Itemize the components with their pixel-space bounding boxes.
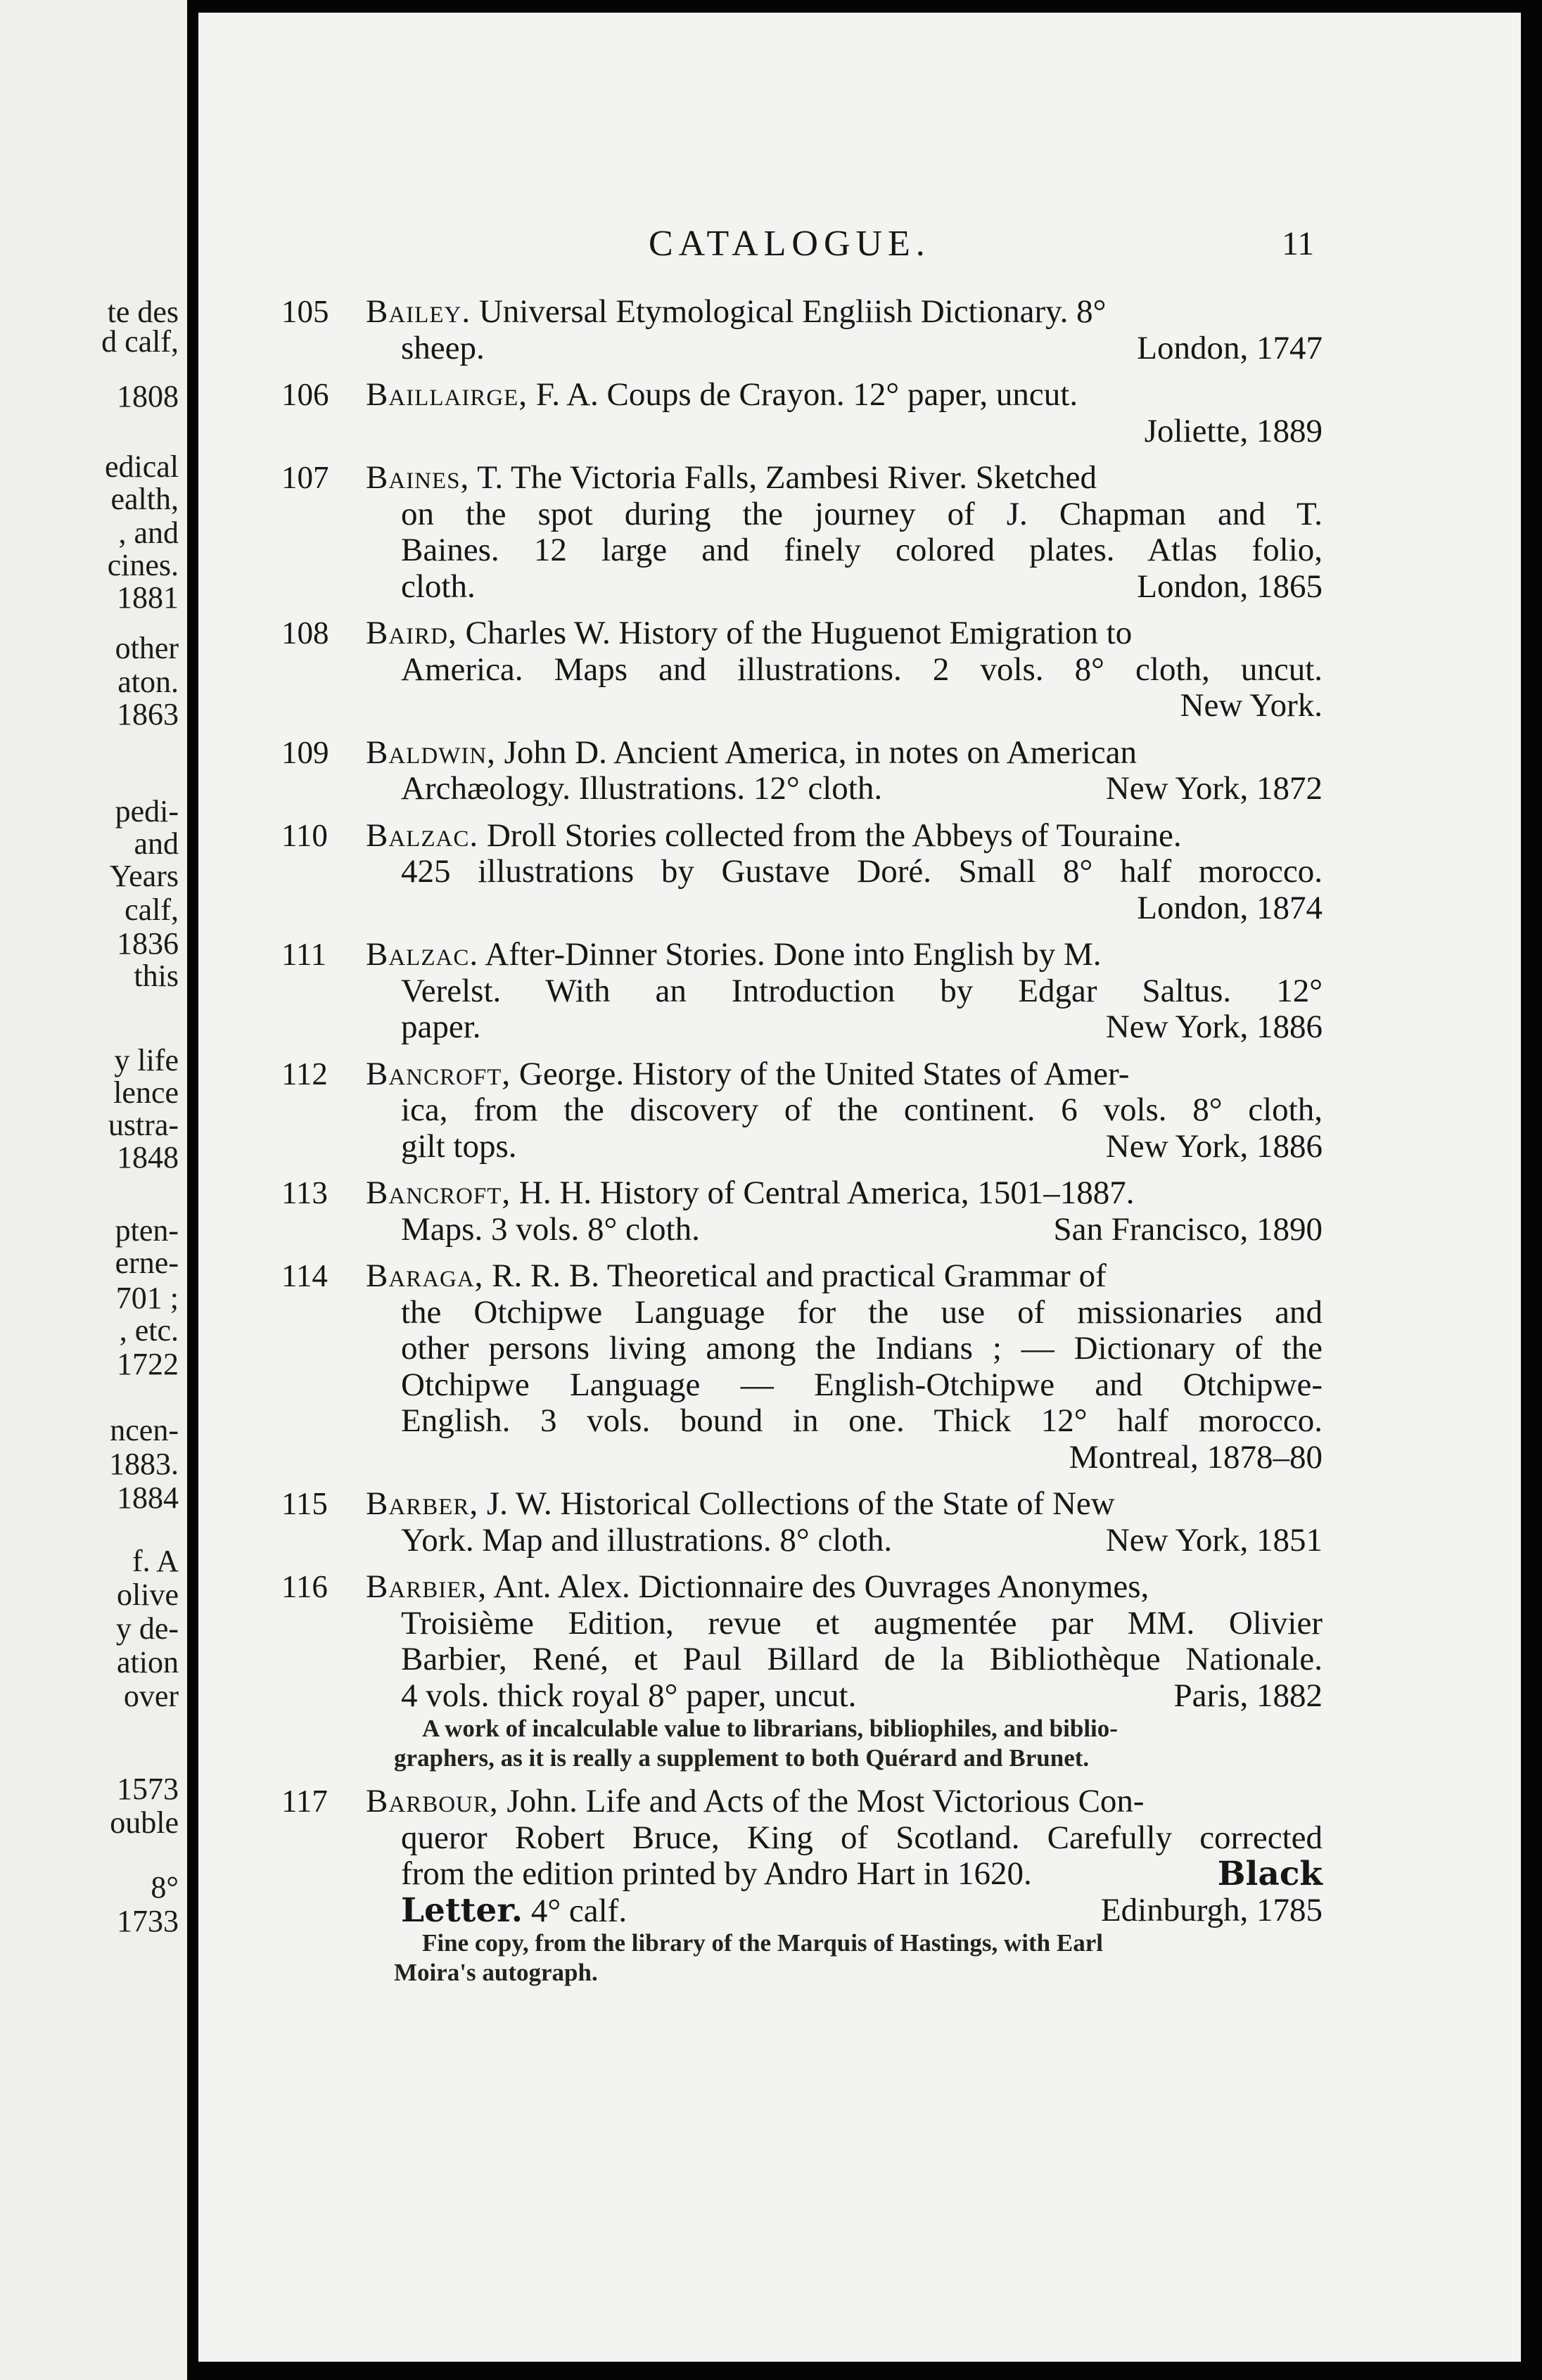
- entry-text: English. 3 vols. bound in one. Thick 12° half morocco.: [401, 1402, 1323, 1439]
- entry-text: gilt tops.: [401, 1127, 517, 1165]
- entry-text: T. The Victoria Falls, Zambesi River. Sketched: [469, 459, 1097, 496]
- entry-line: [366, 1440, 1323, 1476]
- entry-author: Bancroft,: [366, 1055, 511, 1092]
- entry-imprint: London, 1747: [1137, 329, 1323, 366]
- entry-line-left: [401, 1523, 892, 1559]
- previous-page-text: 1808: [117, 379, 179, 414]
- entry-line-left: [401, 771, 882, 807]
- scan-border-top: [198, 0, 1542, 13]
- entry-line: [366, 1175, 1323, 1212]
- entry-imprint: New York, 1886: [1105, 1127, 1323, 1165]
- entry-line: [366, 569, 1323, 606]
- entry-text: Droll Stories collected from the Abbeys of Touraine.: [478, 817, 1182, 854]
- entry-text: 4° calf.: [523, 1892, 627, 1929]
- previous-page-text: Years: [109, 859, 179, 893]
- entry-line: [366, 1569, 1323, 1606]
- entry-line: [366, 1367, 1323, 1404]
- previous-page-text: over: [123, 1679, 179, 1713]
- entry-line: [366, 331, 1323, 367]
- entry-text: H. H. History of Central America, 1501–1887.: [511, 1175, 1135, 1211]
- entry-line: [366, 1212, 1323, 1248]
- entry-number: 117: [281, 1784, 328, 1819]
- entry-imprint: Montreal, 1878–80: [1069, 1438, 1323, 1476]
- entry-note: [366, 1928, 1323, 1988]
- catalogue-entry: [281, 1175, 1323, 1248]
- entry-number: 112: [281, 1056, 328, 1092]
- entry-line: [366, 1856, 1323, 1893]
- entry-line: [366, 1009, 1323, 1046]
- catalogue-entry: [281, 1784, 1323, 1988]
- entry-text: Universal Etymological Engliish Dictionary. 8°: [471, 293, 1107, 330]
- entry-line: [366, 497, 1323, 533]
- entry-line-left: [401, 331, 485, 367]
- entry-text: George. History of the United States of Amer-: [511, 1055, 1130, 1092]
- entry-line-left: [401, 1009, 481, 1046]
- previous-page-text: 1573: [117, 1772, 179, 1806]
- entry-note: [366, 1714, 1323, 1773]
- previous-page-text: 701 ;: [115, 1281, 179, 1315]
- entry-imprint: Edinburgh, 1785: [1100, 1891, 1323, 1928]
- previous-page-text: 1848: [117, 1140, 179, 1175]
- entry-author: Barbier,: [366, 1568, 488, 1605]
- entry-number: 111: [281, 937, 327, 972]
- entry-author: Baird,: [366, 615, 457, 651]
- previous-page-text: olive: [117, 1578, 179, 1612]
- entry-text: on the spot during the journey of J. Chapman and T.: [401, 495, 1323, 532]
- catalogue-entry: [281, 377, 1323, 449]
- entry-line: [366, 377, 1323, 414]
- note-line: [394, 1744, 1323, 1773]
- note-line: [422, 1714, 1323, 1744]
- entry-text: other persons living among the Indians ; — Dictionary of the: [401, 1330, 1323, 1367]
- entry-text: F. A. Coups de Crayon. 12° paper, uncut.: [528, 376, 1078, 413]
- entry-text: Barbier, René, et Paul Billard de la Bibliothèque Nationale.: [401, 1641, 1323, 1677]
- entry-text: paper.: [401, 1009, 481, 1045]
- scan-border-bottom: [198, 2362, 1542, 2380]
- previous-page-text: y life: [114, 1043, 179, 1077]
- entry-number: 106: [281, 377, 329, 412]
- previous-page-text: 1883.: [109, 1447, 179, 1481]
- entry-body: [281, 937, 1323, 1046]
- entry-author: Bailey.: [366, 293, 471, 330]
- entry-body: [281, 377, 1323, 449]
- entry-author: Barbour,: [366, 1783, 499, 1819]
- entry-body: [281, 735, 1323, 807]
- entry-text: John D. Ancient America, in notes on American: [495, 734, 1137, 771]
- entry-text: the Otchipwe Language for the use of missionaries and: [401, 1293, 1323, 1331]
- page-title: CATALOGUE.: [649, 224, 931, 264]
- entry-text: from the edition printed by Andro Hart in 1620.: [401, 1855, 1032, 1892]
- previous-page-text: ealth,: [110, 482, 179, 516]
- entry-line: [366, 937, 1323, 973]
- entry-number: 108: [281, 615, 329, 651]
- previous-page-text: , and: [118, 516, 179, 550]
- note-text: A work of incalculable value to librarians, bibliophiles, and biblio-: [422, 1715, 1118, 1742]
- note-line: [422, 1928, 1323, 1958]
- catalogue-entry: [281, 460, 1323, 605]
- entry-text: queror Robert Bruce, King of Scotland. Carefully corrected: [401, 1819, 1323, 1856]
- blackletter-text: Black: [1217, 1855, 1323, 1893]
- note-text: graphers, as it is really a supplement to both Quérard and Brunet.: [394, 1744, 1090, 1772]
- catalogue-entry: [281, 735, 1323, 807]
- entry-line: [366, 1523, 1323, 1559]
- entry-text: Baines. 12 large and finely colored plates. Atlas folio,: [401, 532, 1323, 568]
- entry-body: [281, 818, 1323, 927]
- entry-line: [366, 1331, 1323, 1367]
- previous-page-text: , etc.: [119, 1313, 179, 1348]
- entry-author: Balzac.: [366, 936, 479, 973]
- entry-line: [366, 1784, 1323, 1820]
- entry-line: [366, 1129, 1323, 1165]
- entry-line-left: [401, 569, 476, 606]
- entry-line-left: [401, 1890, 627, 1930]
- entry-body: [281, 460, 1323, 605]
- catalogue-entry: [281, 1258, 1323, 1476]
- entry-text: America. Maps and illustrations. 2 vols. 8° cloth, uncut.: [401, 651, 1323, 688]
- catalogue-entry: [281, 294, 1323, 366]
- catalogue-entries: [281, 294, 1323, 1998]
- previous-page-text: 1722: [117, 1347, 179, 1381]
- previous-page-text: lence: [113, 1075, 179, 1110]
- entry-text: J. W. Historical Collections of the State of New: [478, 1485, 1115, 1522]
- entry-body: [281, 615, 1323, 724]
- previous-page-text: f. A: [132, 1544, 179, 1578]
- previous-page-text: d calf,: [101, 324, 179, 359]
- previous-page-text: 8°: [151, 1870, 179, 1905]
- entry-body: [281, 1784, 1323, 1988]
- previous-page-text: te des: [107, 295, 179, 329]
- entry-line: [366, 735, 1323, 772]
- entry-imprint: New York, 1851: [1105, 1521, 1323, 1559]
- previous-page-text: other: [115, 631, 179, 665]
- previous-page-text: pedi-: [115, 794, 179, 828]
- entry-number: 107: [281, 460, 329, 495]
- entry-text: cloth.: [401, 568, 476, 605]
- entry-text: Archæology. Illustrations. 12° cloth.: [401, 770, 883, 807]
- entry-body: [281, 1486, 1323, 1559]
- previous-page-text: 1863: [117, 697, 179, 731]
- entry-line: [366, 1486, 1323, 1523]
- previous-page-text: cines.: [107, 548, 179, 582]
- entry-body: [281, 1258, 1323, 1476]
- entry-line: [366, 1295, 1323, 1331]
- entry-line: [366, 1403, 1323, 1440]
- previous-page-text: 1884: [117, 1480, 179, 1515]
- entry-text: Charles W. History of the Huguenot Emigration to: [457, 615, 1133, 651]
- entry-author: Barber,: [366, 1485, 479, 1522]
- entry-line: [366, 414, 1323, 450]
- entry-author: Baines,: [366, 459, 470, 496]
- entry-number: 116: [281, 1569, 328, 1604]
- entry-line: [366, 460, 1323, 497]
- entry-text: Otchipwe Language — English-Otchipwe and Otchipwe-: [401, 1366, 1323, 1403]
- previous-page-text: aton.: [117, 665, 179, 699]
- entry-body: [281, 1175, 1323, 1248]
- entry-author: Baraga,: [366, 1258, 484, 1294]
- previous-page-text: this: [134, 959, 179, 993]
- entry-imprint: New York.: [1180, 687, 1323, 724]
- entry-line-left: [401, 1129, 517, 1165]
- entry-imprint: New York, 1886: [1105, 1009, 1323, 1045]
- entry-text: York. Map and illustrations. 8° cloth.: [401, 1521, 893, 1559]
- page-number: 11: [1282, 225, 1315, 262]
- entry-line-left: [401, 1212, 700, 1248]
- previous-page-text: 1733: [117, 1904, 179, 1938]
- entry-line: [366, 532, 1323, 569]
- entry-text: After-Dinner Stories. Done into English by M.: [478, 936, 1102, 973]
- entry-number: 113: [281, 1175, 328, 1210]
- entry-author: Balzac.: [366, 817, 479, 854]
- entry-number: 114: [281, 1258, 328, 1293]
- previous-page-text: edical: [104, 449, 179, 484]
- entry-text: Troisième Edition, revue et augmentée par MM. Olivier: [401, 1604, 1323, 1642]
- entry-line: [366, 1678, 1323, 1715]
- catalogue-entry: [281, 937, 1323, 1046]
- previous-page-text: 1881: [117, 580, 179, 615]
- catalogue-entry: [281, 1056, 1323, 1165]
- entry-line: [366, 688, 1323, 724]
- scan-border-right: [1521, 0, 1542, 2380]
- entry-body: [281, 1569, 1323, 1773]
- note-line: [394, 1958, 1323, 1988]
- catalogue-entry: [281, 1569, 1323, 1773]
- previous-page-text: 1836: [117, 926, 179, 961]
- entry-text: Maps. 3 vols. 8° cloth.: [401, 1210, 700, 1248]
- entry-imprint: London, 1874: [1137, 889, 1323, 926]
- entry-imprint: Paris, 1882: [1173, 1677, 1323, 1714]
- entry-text: Verelst. With an Introduction by Edgar Saltus. 12°: [401, 972, 1323, 1009]
- entry-imprint: San Francisco, 1890: [1053, 1210, 1323, 1248]
- entry-number: 109: [281, 734, 329, 770]
- entry-line-left: [401, 1678, 856, 1715]
- previous-page-text: pten-: [115, 1213, 179, 1248]
- catalogue-entry: [281, 1486, 1323, 1559]
- entry-text: John. Life and Acts of the Most Victorious Con-: [498, 1783, 1145, 1819]
- entry-text: R. R. B. Theoretical and practical Grammar of: [483, 1258, 1107, 1294]
- entry-imprint: Joliette, 1889: [1144, 412, 1323, 449]
- entry-body: [281, 1056, 1323, 1165]
- entry-imprint: New York, 1872: [1105, 770, 1323, 807]
- entry-line: [366, 1820, 1323, 1857]
- entry-line: [366, 1606, 1323, 1642]
- entry-text: Ant. Alex. Dictionnaire des Ouvrages Anonymes,: [487, 1568, 1149, 1605]
- entry-number: 105: [281, 294, 329, 329]
- entry-body: [281, 294, 1323, 366]
- entry-author: Baillairge,: [366, 376, 528, 413]
- entry-line: [366, 973, 1323, 1010]
- entry-line: [366, 854, 1323, 890]
- entry-line: [366, 652, 1323, 689]
- entry-line: [366, 1092, 1323, 1129]
- previous-page-text: ncen-: [110, 1413, 179, 1447]
- entry-line: [366, 818, 1323, 855]
- entry-text: sheep.: [401, 329, 485, 366]
- entry-number: 110: [281, 817, 328, 853]
- previous-page-text: y de-: [115, 1611, 179, 1646]
- entry-line: [366, 890, 1323, 927]
- entry-number: 115: [281, 1486, 328, 1521]
- book-gutter: [187, 0, 198, 2380]
- catalogue-entry: [281, 818, 1323, 927]
- previous-page-text: ustra-: [108, 1108, 179, 1142]
- entry-text: ica, from the discovery of the continent. 6 vols. 8° cloth,: [401, 1092, 1323, 1128]
- note-text: Moira's autograph.: [394, 1959, 598, 1986]
- previous-page-fragment: [0, 0, 189, 2380]
- entry-author: Bancroft,: [366, 1175, 511, 1211]
- entry-line: [366, 1642, 1323, 1678]
- entry-line: [366, 1056, 1323, 1093]
- previous-page-text: ation: [117, 1645, 179, 1680]
- entry-line: [366, 1258, 1323, 1295]
- previous-page-text: calf,: [125, 892, 179, 927]
- note-text: Fine copy, from the library of the Marquis of Hastings, with Earl: [422, 1929, 1103, 1957]
- blackletter-text: Letter.: [401, 1890, 523, 1930]
- entry-line: [366, 615, 1323, 652]
- entry-line: [366, 771, 1323, 807]
- entry-imprint: London, 1865: [1137, 568, 1323, 605]
- previous-page-text: and: [134, 826, 179, 861]
- entry-text: 425 illustrations by Gustave Doré. Small 8° half morocco.: [401, 853, 1323, 890]
- catalogue-entry: [281, 615, 1323, 724]
- entry-line: [366, 1890, 1323, 1930]
- entry-author: Baldwin,: [366, 734, 496, 771]
- previous-page-text: erne-: [115, 1246, 179, 1280]
- running-head: [198, 219, 1521, 276]
- entry-text: 4 vols. thick royal 8° paper, uncut.: [401, 1677, 857, 1714]
- previous-page-text: ouble: [110, 1805, 179, 1840]
- entry-line: [366, 294, 1323, 331]
